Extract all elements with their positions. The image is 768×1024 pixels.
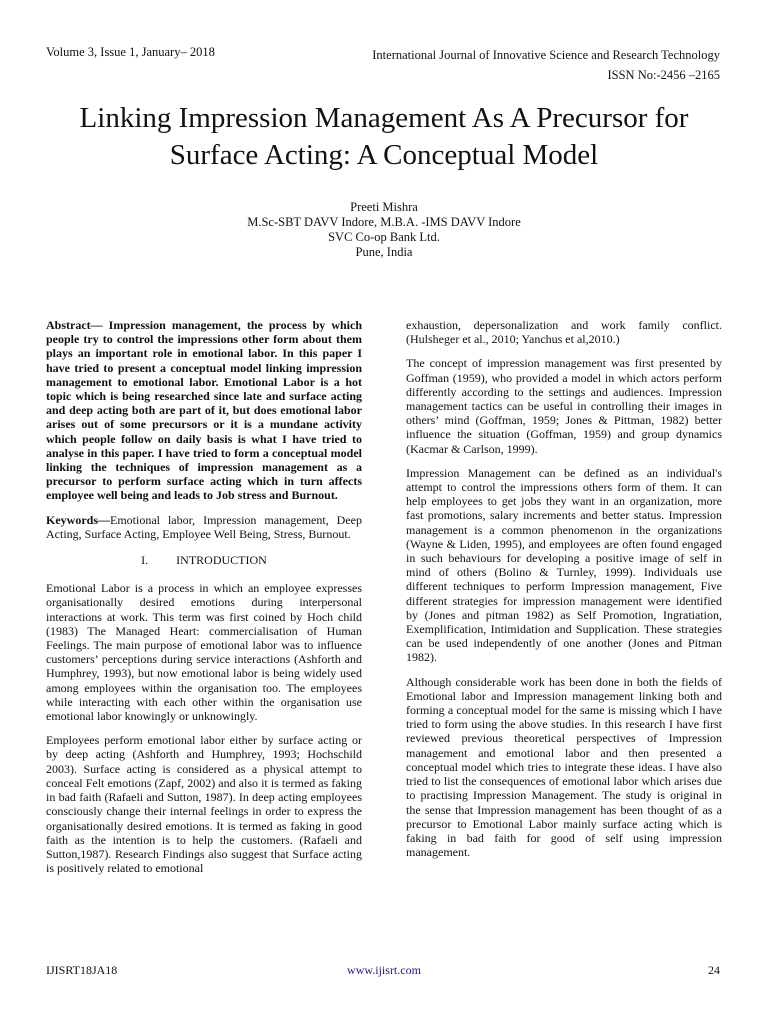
journal-url-link[interactable]: www.ijisrt.com — [347, 963, 421, 977]
keywords-text: Emotional labor, Impression management, Deep Acting, Surface Acting, Employee Well Being, Stress, Burnout. — [46, 512, 362, 541]
body-paragraph: Emotional Labor is a process in which an employee expresses organisationally desired emotions during interpersonal interactions at work. This term was first coined by Hoch child (1983) The Managed Heart: commercialisation of Human Feelings. The main purpose of emotional labor was to influence customers’ perceptions during service interactions (Ashforth and Humphrey, 1993), but now emotional labor is being widely used among employees within the organisation too. The employees while interacting with each other within the organisation use emotional labor knowingly or unknowingly. — [46, 581, 362, 724]
section-heading — [46, 553, 362, 567]
issn: ISSN No:-2456 –2165 — [607, 68, 720, 82]
section-number: I. — [141, 553, 149, 568]
body-paragraph: Although considerable work has been done in both the fields of Emotional labor and Impression management linking both and forming a conceptual model for the same is missing which I have tried to form using the above studies. In this research I have first reviewed previous theoretical perspectives of Impression management and emotional labor and then presented a conceptual model which tries to integrate these ideas. I have also tried to list the consequences of emotional labor which arises due to practising Impression Management. The study is original in the sense that Impression management has been thought of as a precursor to Emotional Labor mainly surface acting which is faking in bad faith for good of self using impression management. — [406, 674, 722, 860]
volume-info: Volume 3, Issue 1, January– 2018 — [46, 45, 215, 59]
left-column — [46, 318, 362, 885]
keywords — [46, 513, 362, 541]
keywords-label: Keywords— — [46, 512, 110, 527]
abstract: Abstract— Impression management, the process by which people try to control the impressions other form about them plays an important role in emotional labor. In this paper I have tried to present a conceptual model linking impression management to emotional labor. Emotional Labor is a hot topic which is being researched since late and surface acting and deep acting both are part of it, but does emotional labor arises out of some precursors or it is a mundane activity which people follow on daily basis is what I have tried to analyse in this paper. I have tried to form a conceptual model linking the techniques of impression management as a precursor to perform surface acting which in turn affects employee well being and leads to Job stress and Burnout. — [46, 318, 362, 503]
section-title: INTRODUCTION — [176, 553, 267, 568]
body-paragraph: Impression Management can be defined as an individual's attempt to control the impressions others form of them. It can help employees to get jobs they want in an organization, more fast promotions, salary increments and better status. Impression management is a common phenomenon in the organizations (Wayne & Liden, 1995), and employees are often found engaged in such behaviours for developing a positive image of self in mind of others (Bolino & Turnley, 1999). Individuals use different techniques to perform Impression management, Five different strategies for impression management were identified by (Jones and pitman 1982) as Self Promotion, Ingratiation, Exemplification, Intimidation and Supplication. These strategies can be used independently of one another (Jones and Pitman 1982). — [406, 465, 722, 665]
author-affiliation-2: SVC Co-op Bank Ltd. — [328, 230, 440, 244]
right-column — [406, 318, 722, 869]
paper-title: Linking Impression Management As A Precursor for Surface Acting: A Conceptual Model — [79, 102, 689, 171]
body-paragraph: Employees perform emotional labor either by surface acting or by deep acting (Ashforth and Humphrey, 1993; Hochschild 2003). Surface acting is considered as a physical attempt to conceal Felt emotions (Zapf, 2002) and also it is termed as faking in bad faith (Rafaeli and Sutton, 1987). In deep acting employees consciously change their internal feelings in order to express the organisationally desired emotions. It is termed as faking in good faith as the intention is to help the customers. (Rafaeli and Sutton,1987). Research Findings also suggest that Surface acting is positively related to emotional — [46, 733, 362, 876]
author-affiliation-1: M.Sc-SBT DAVV Indore, M.B.A. -IMS DAVV Indore — [247, 215, 521, 229]
page-number: 24 — [708, 963, 720, 977]
author-name: Preeti Mishra — [350, 200, 418, 214]
paper-code: IJISRT18JA18 — [46, 963, 118, 977]
journal-name: International Journal of Innovative Science and Research Technology — [372, 48, 720, 62]
body-paragraph: exhaustion, depersonalization and work family conflict. (Hulsheger et al., 2010; Yanchus et al,2010.) — [406, 318, 722, 347]
author-location: Pune, India — [355, 245, 413, 259]
body-paragraph: The concept of impression management was first presented by Goffman (1959), who provided a model in which actors perform differently according to the settings and audiences. Impression management tactics can be useful in controlling their images in others’ mind (Goffman, 1959; Jones & Pittman, 1982) better influence the situation (Goffman, 1959) and group dynamics (Kacmar & Carlson, 1999). — [406, 356, 722, 456]
journal-header — [372, 45, 720, 85]
author-block — [40, 200, 728, 260]
